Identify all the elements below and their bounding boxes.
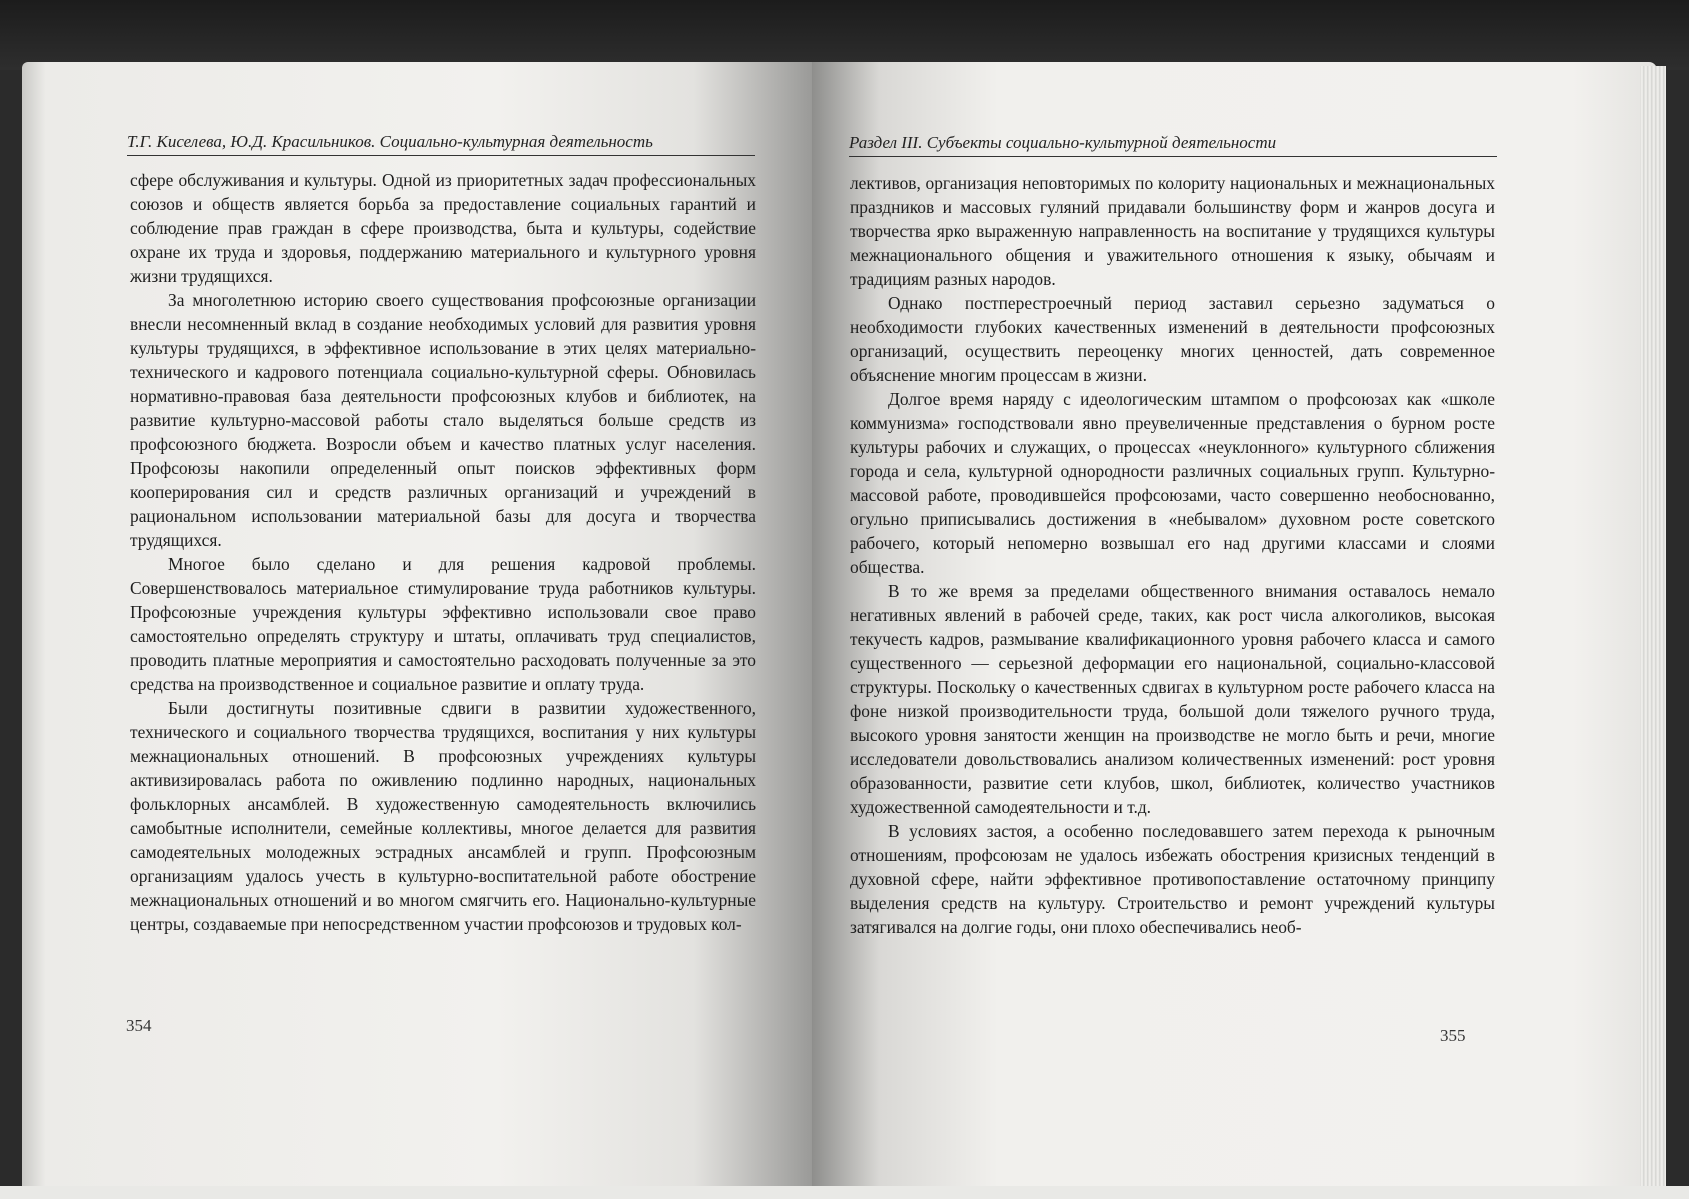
right-page-body (850, 171, 1495, 939)
left-page-body (130, 168, 756, 936)
paragraph: сфере обслуживания и культуры. Одной из приоритетных задач профессиональных союзов и обществ является борьба за предоставление социальных гарантий и соблюдение прав граждан в сфере производства, быта и культуры, содействие охране их труда и здоровья, поддержанию материального и культурного уровня жизни трудящихся. (130, 170, 756, 286)
scan-bottom-margin (0, 1186, 1689, 1199)
running-header-left: Т.Г. Киселева, Ю.Д. Красильников. Социально-культурная деятельность (127, 132, 755, 156)
paragraph: Однако постперестроечный период заставил серьезно задуматься о необходимости глубоких качественных изменений в деятельности профсоюзных организаций, осуществить переоценку многих ценностей, дать современное объяснение многим процессам в жизни. (850, 293, 1495, 385)
page-edges (1640, 66, 1666, 1186)
running-header-right: Раздел III. Субъекты социально-культурной деятельности (849, 133, 1497, 157)
paragraph: В условиях застоя, а особенно последовавшего затем перехода к рыночным отношениям, профсоюзам не удалось избежать обострения кризисных тенденций в духовной сфере, найти эффективное противопоставление остаточному принципу выделения средств на культуру. Строительство и ремонт учреждений культуры затягивался на долгие годы, они плохо обеспечивались необ- (850, 821, 1495, 937)
paragraph: За многолетнюю историю своего существования профсоюзные организации внесли несомненный вклад в создание необходимых условий для развития уровня культуры трудящихся, в эффективное использование в этих целях материально-технического и кадрового потенциала социально-культурной сферы. Обновилась нормативно-правовая база деятельности профсоюзных клубов и библиотек, на развитие культурно-массовой работы стало выделяться больше средств из профсоюзного бюджета. Возросли объем и качество платных услуг населения. Профсоюзы накопили определенный опыт поисков эффективных форм кооперирования сил и средств различных организаций и учреждений в рациональном использовании материальной базы для досуга и творчества трудящихся. (130, 290, 756, 550)
page-number-right: 355 (1440, 1026, 1466, 1045)
paragraph: Многое было сделано и для решения кадровой проблемы. Совершенствовалось материальное стимулирование труда работников культуры. Профсоюзные учреждения культуры эффективно использовали свое право самостоятельно определять структуру и штаты, оплачивать труд специалистов, проводить платные мероприятия и самостоятельно расходовать полученные за это средства на производственное и социальное развитие и оплату труда. (130, 554, 756, 694)
paragraph: Долгое время наряду с идеологическим штампом о профсоюзах как «школе коммунизма» господствовали явно преувеличенные представления о бурном росте культуры рабочих и служащих, о процессах «неуклонного» культурного сближения города и села, культурной однородности различных социальных групп. Культурно-массовой работе, проводившейся профсоюзами, часто совершенно необоснованно, огульно приписывались достижения в «небывалом» духовном росте советского рабочего, который непомерно возвышал его над другими классами и слоями общества. (850, 389, 1495, 577)
right-page (812, 62, 1657, 1186)
paragraph: В то же время за пределами общественного внимания оставалось немало негативных явлений в рабочей среде, таких, как рост числа алкоголиков, высокая текучесть кадров, размывание квалификационного уровня рабочего класса и самого существенного — серьезной деформации его национальной, социально-классовой структуры. Поскольку о качественных сдвигах в культурном росте рабочего класса на фоне низкой производительности труда, большой доли тяжелого ручного труда, высокого уровня занятости женщин на производстве не могло быть и речи, многие исследователи довольствовались анализом количественных изменений: рост уровня образованности, развитие сети клубов, школ, библиотек, количество участников художественной самодеятельности и т.д. (850, 581, 1495, 817)
left-page (22, 62, 812, 1186)
paragraph: Были достигнуты позитивные сдвиги в развитии художественного, технического и социального творчества трудящихся, воспитания у них культуры межнациональных отношений. В профсоюзных учреждениях культуры активизировалась работа по оживлению подлинно народных, национальных фольклорных ансамблей. В художественную самодеятельность включились самобытные исполнители, семейные коллективы, многое делается для развития самодеятельных молодежных эстрадных ансамблей и групп. Профсоюзным организациям удалось учесть в культурно-воспитательной работе обострение межнациональных отношений и во многом смягчить его. Национально-культурные центры, создаваемые при непосредственном участии профсоюзов и трудовых кол- (130, 698, 756, 934)
page-number-left: 354 (126, 1016, 152, 1035)
scan-top-shadow (0, 0, 1689, 70)
paragraph: лективов, организация неповторимых по колориту национальных и межнациональных праздников и массовых гуляний придавали большинству форм и жанров досуга и творчества ярко выраженную направленность на воспитание у трудящихся культуры межнационального общения и уважительного отношения к языку, обычаям и традициям разных народов. (850, 173, 1495, 289)
